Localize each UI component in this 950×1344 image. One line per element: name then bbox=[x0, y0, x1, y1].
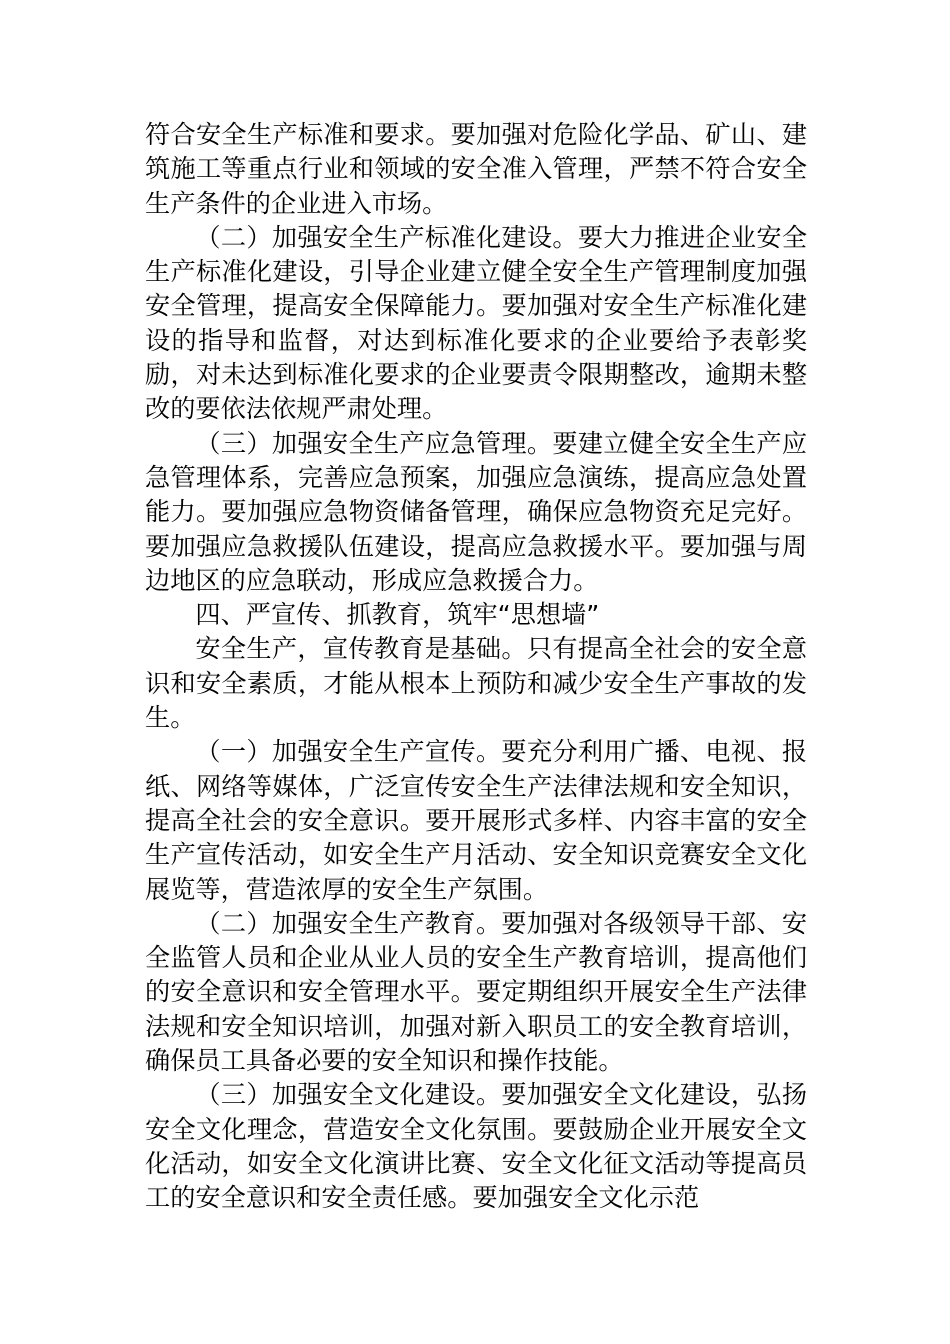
paragraph-standardization: （二）加强安全生产标准化建设。要大力推进企业安全生产标准化建设，引导企业建立健全安全生产管理制度加强安全管理，提高安全保障能力。要加强对安全生产标准化建设的指导和监督，对达到标准化要求的企业要给予表彰奖励，对未达到标准化要求的企业要责令限期整改，逾期未整改的要依法依规严肃处理。 bbox=[145, 222, 807, 424]
paragraph-continuation: 符合安全生产标准和要求。要加强对危险化学品、矿山、建筑施工等重点行业和领域的安全准入管理，严禁不符合安全生产条件的企业进入市场。 bbox=[145, 120, 807, 218]
paragraph-safety-culture: （三）加强安全文化建设。要加强安全文化建设，弘扬安全文化理念，营造安全文化氛围。要鼓励企业开展安全文化活动，如安全文化演讲比赛、安全文化征文活动等提高员工的安全意识和安全责任感。要加强安全文化示范 bbox=[145, 1080, 807, 1213]
paragraph-emergency-management: （三）加强安全生产应急管理。要建立健全安全生产应急管理体系，完善应急预案，加强应急演练，提高应急处置能力。要加强应急物资储备管理，确保应急物资充足完好。要加强应急救援队伍建设，提高应急救援水平。要加强与周边地区的应急联动，形成应急救援合力。 bbox=[145, 428, 807, 595]
paragraph-education: （二）加强安全生产教育。要加强对各级领导干部、安全监管人员和企业从业人员的安全生产教育培训，提高他们的安全意识和安全管理水平。要定期组织开展安全生产法律法规和安全知识培训，加强对新入职员工的安全教育培训，确保员工具备必要的安全知识和操作技能。 bbox=[145, 908, 807, 1076]
paragraph-publicity: （一）加强安全生产宣传。要充分利用广播、电视、报纸、网络等媒体，广泛宣传安全生产法律法规和安全知识，提高全社会的安全意识。要开展形式多样、内容丰富的安全生产宣传活动，如安全生产月活动、安全知识竞赛安全文化展览等，营造浓厚的安全生产氛围。 bbox=[145, 737, 807, 904]
paragraph-education-intro: 安全生产，宣传教育是基础。只有提高全社会的安全意识和安全素质，才能从根本上预防和减少安全生产事故的发生。 bbox=[145, 634, 807, 733]
document-body bbox=[145, 118, 807, 1216]
section-heading: 四、严宣传、抓教育，筑牢“思想墙” bbox=[195, 600, 600, 630]
